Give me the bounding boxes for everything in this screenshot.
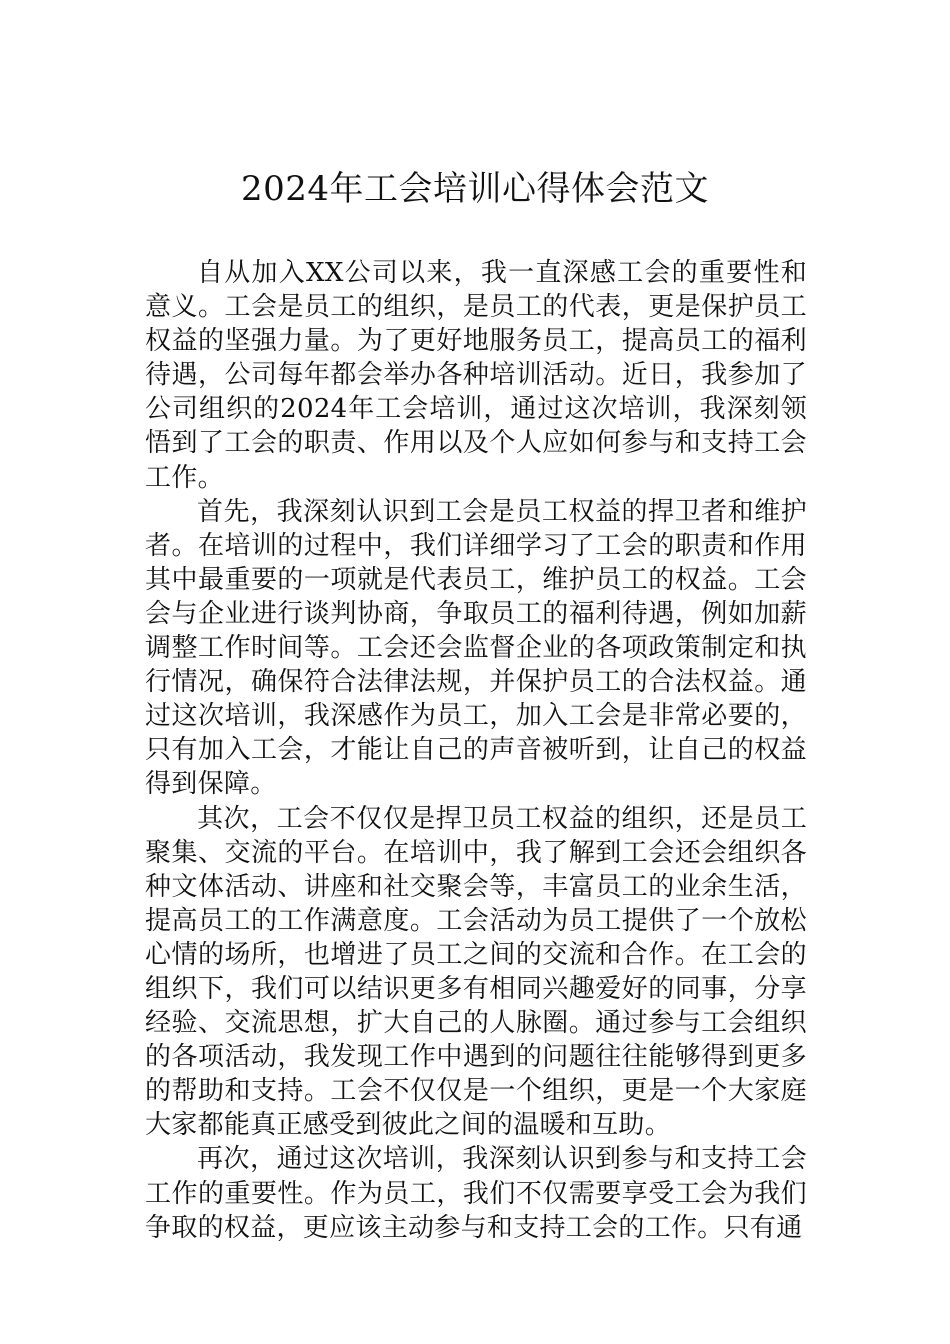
document-title: 2024年工会培训心得体会范文 [240, 169, 710, 209]
document-body [145, 256, 807, 1245]
paragraph-2: 首先，我深刻认识到工会是员工权益的捍卫者和维护者。在培训的过程中，我们详细学习了工会的职责和作用其中最重要的一项就是代表员工，维护员工的权益。工会会与企业进行谈判协商，争取员工的福利待遇，例如加薪调整工作时间等。工会还会监督企业的各项政策制定和执行情况，确保符合法律法规，并保护员工的合法权益。通过这次培训，我深感作为员工，加入工会是非常必要的，只有加入工会，才能让自己的声音被听到，让自己的权益得到保障。 [145, 496, 807, 800]
paragraph-4: 再次，通过这次培训，我深刻认识到参与和支持工会工作的重要性。作为员工，我们不仅需要享受工会为我们争取的权益，更应该主动参与和支持工会的工作。只有通 [145, 1144, 807, 1243]
paragraph-3: 其次，工会不仅仅是捍卫员工权益的组织，还是员工聚集、交流的平台。在培训中，我了解到工会还会组织各种文体活动、讲座和社交聚会等，丰富员工的业余生活，提高员工的工作满意度。工会活动为员工提供了一个放松心情的场所，也增进了员工之间的交流和合作。在工会的组织下，我们可以结识更多有相同兴趣爱好的同事，分享经验、交流思想，扩大自己的人脉圈。通过参与工会组织的各项活动，我发现工作中遇到的问题往往能够得到更多的帮助和支持。工会不仅仅是一个组织，更是一个大家庭大家都能真正感受到彼此之间的温暖和互助。 [145, 803, 807, 1141]
paragraph-1: 自从加入XX公司以来，我一直深感工会的重要性和意义。工会是员工的组织，是员工的代表，更是保护员工权益的坚强力量。为了更好地服务员工，提高员工的福利待遇，公司每年都会举办各种培训活动。近日，我参加了公司组织的2024年工会培训，通过这次培训，我深刻领悟到了工会的职责、作用以及个人应如何参与和支持工会工作。 [145, 258, 807, 493]
